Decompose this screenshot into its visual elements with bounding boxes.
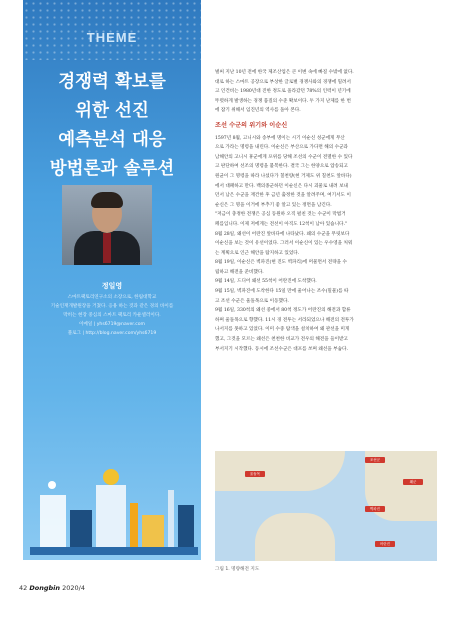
photo-tie <box>103 233 111 263</box>
author-photo <box>62 185 152 265</box>
body-line: 남해안의 고니시 휴군에게 포위를 당해 조선의 수군이 전멸한 수 있다 <box>215 154 353 160</box>
intro-line: 벌써 지난 10년 전에 한국 제조산업은 큰 이변 속에 빠질 수밖에 없다. <box>215 70 354 75</box>
body-line: 립하고 해전을 준비했다. <box>215 269 264 275</box>
author-name: 정일영 <box>101 282 123 290</box>
map-caption: 그림 1. 명량해전 지도 <box>215 567 260 572</box>
chimney-yellow <box>130 503 138 547</box>
tank-icon <box>142 515 164 547</box>
body-line: 8월 19일, 이순신은 벽파진(현 진도 벽파리)에 머물면서 전략을 수 <box>215 260 347 266</box>
body-line: 했고, 그것을 모르는 왜선은 천천한 비교가 전우의 해전을 들이받고 <box>215 337 348 343</box>
bio-line: 기술인재개발원장을 거쳤다. 응용 하는 것과 같은 경의 바이를 <box>50 304 174 309</box>
section-title: 조선 수군의 위기와 이순신 <box>215 121 288 129</box>
intro-paragraph <box>215 68 437 116</box>
body-line: 페를입니다. 이제 저에게는 전선이 아직도 12척이 남아 있습니다." <box>215 221 348 227</box>
bio-line: 막히는 현장 중심의 스마트 팩토리 카운셀러이다. <box>63 313 161 318</box>
body-line: 1597년 8월, 고니시와 송부에 명이는 시기 이순신 성군에게 무산 <box>215 135 345 141</box>
body-line: "저금이 충정한 전쟁은 공심 동원하 오직 펼친 것는 수군이 막법거 <box>215 212 346 218</box>
body-paragraph <box>215 134 437 355</box>
ground-strip <box>30 547 198 555</box>
author-bio <box>23 293 201 338</box>
page-footer <box>19 584 85 596</box>
tower-building <box>96 485 126 547</box>
page-number: 42 <box>19 584 28 592</box>
title-line: 위한 선진 <box>75 101 149 121</box>
map-label-uldolmok: 울돌목 <box>245 471 265 477</box>
chimney-white <box>168 490 174 547</box>
body-line: 으로 가라는 명령을 내린다. 이순신은 부산으로 가다면 해의 수군과 <box>215 145 348 151</box>
body-line: 이순신을 보는 것이 유선이었다. 그러서 이순신이 있는 우수영을 처워 <box>215 241 353 247</box>
author-blog-link[interactable]: 블로그 | http://blog.naver.com/yhs6719 <box>67 331 157 336</box>
body-line: 원균이 그 명령을 따라 나섰다가 칠천량(현 거제도 위 칠천도 앞바다) <box>215 173 352 179</box>
body-line: 순신은 그 명을 이거에 부추기 좋 알고 있는 정면을 남긴다. <box>215 202 332 208</box>
body-line: 고 판단하여 선조의 명령을 불복한다. 결국 그는 한양으로 압송되고 <box>215 164 348 170</box>
body-line: 는 계획으로 인근 해안을 탐지하고 있었다. <box>215 250 300 256</box>
body-line: 9월 14일, 드디어 왜선 55척이 어란진에 도착했다. <box>215 279 317 285</box>
body-line: 던서 남은 수군을 재건한 후 금년 출정한 것을 알려주며, 여기서도 이 <box>215 193 351 199</box>
building-right <box>178 505 194 547</box>
battle-map <box>215 451 437 561</box>
magazine-brand: Dongbin <box>29 584 61 592</box>
body-line: 8월 28일, 왜선이 어란진 앞바다에 나타났다. 왜의 수군을 무릿보다 <box>215 231 350 237</box>
intro-line: 대로 하는 스마트 공장으로 부상한 글로벌 경쟁사와의 경쟁에 밀려서 <box>215 79 351 85</box>
body-line: 9월 15일, 벽파진에 도착한다 15일 만에 울어나는 조수(밀물)를 따 <box>215 289 349 295</box>
intro-line: 고 인건비는 1980년대 진한 정도로 올라갔던 78%의 인력이 년기에 <box>215 89 351 95</box>
body-line: 나서지를 못하고 있었다. 이미 수중 탐색을 설치하여 왜 관선을 미게 <box>215 327 350 333</box>
article-title <box>23 68 201 184</box>
building-left <box>40 495 66 547</box>
sun-icon <box>103 469 119 485</box>
theme-label: THEME <box>86 30 138 45</box>
map-label-japan: 왜군 <box>403 479 423 485</box>
body-line: 고 조선 수군은 울돌목으로 이동했다. <box>215 298 289 304</box>
cloud-icon <box>48 481 56 489</box>
body-line: 9월 16일, 330척의 왜선 중에서 80척 정도가 어란진의 해전과 합류 <box>215 308 351 314</box>
body-line: 하며 울돌목으로 향했다. 11시 경 전투는 서라되었으나 해전의 전투가 <box>215 317 354 323</box>
intro-line: 에 잡기 위해서 임진년의 역사를 돌아 본다. <box>215 108 301 114</box>
photo-hair <box>91 192 123 208</box>
title-line: 예측분석 대응 <box>58 130 166 150</box>
map-label-eoranjin: 어란진 <box>375 541 395 547</box>
bio-line: 스마트팩토리연구소의 소장으로, 한림대학교 <box>67 295 157 300</box>
article-body <box>215 68 437 355</box>
body-line: 에서 대패하고 만다. 백의종군하던 이순신은 다시 괴물로 내려 보내 <box>215 183 348 189</box>
issue-date: 2020/4 <box>62 584 85 592</box>
map-land-island <box>255 513 335 561</box>
building-dark <box>70 510 92 547</box>
intro-line: 뚜렷하게 발생하는 경쟁 품질의 수준 확보이다. 두 가지 난제를 한 번 <box>215 98 351 104</box>
title-line: 경쟁력 확보를 <box>58 72 166 92</box>
map-label-joseon: 조선군 <box>365 457 385 463</box>
title-line: 방법론과 솔루션 <box>49 159 175 179</box>
factory-illustration <box>30 455 198 555</box>
author-email[interactable]: 이메일 | yhs6719@naver.com <box>78 322 146 327</box>
body-line: 부서지기 시작했다. 동시에 조선수군은 대포를 쏘며 왜선을 부숩다. <box>215 346 348 352</box>
map-label-byeokpajin: 벽파진 <box>365 506 385 512</box>
map-land-north <box>215 451 345 491</box>
